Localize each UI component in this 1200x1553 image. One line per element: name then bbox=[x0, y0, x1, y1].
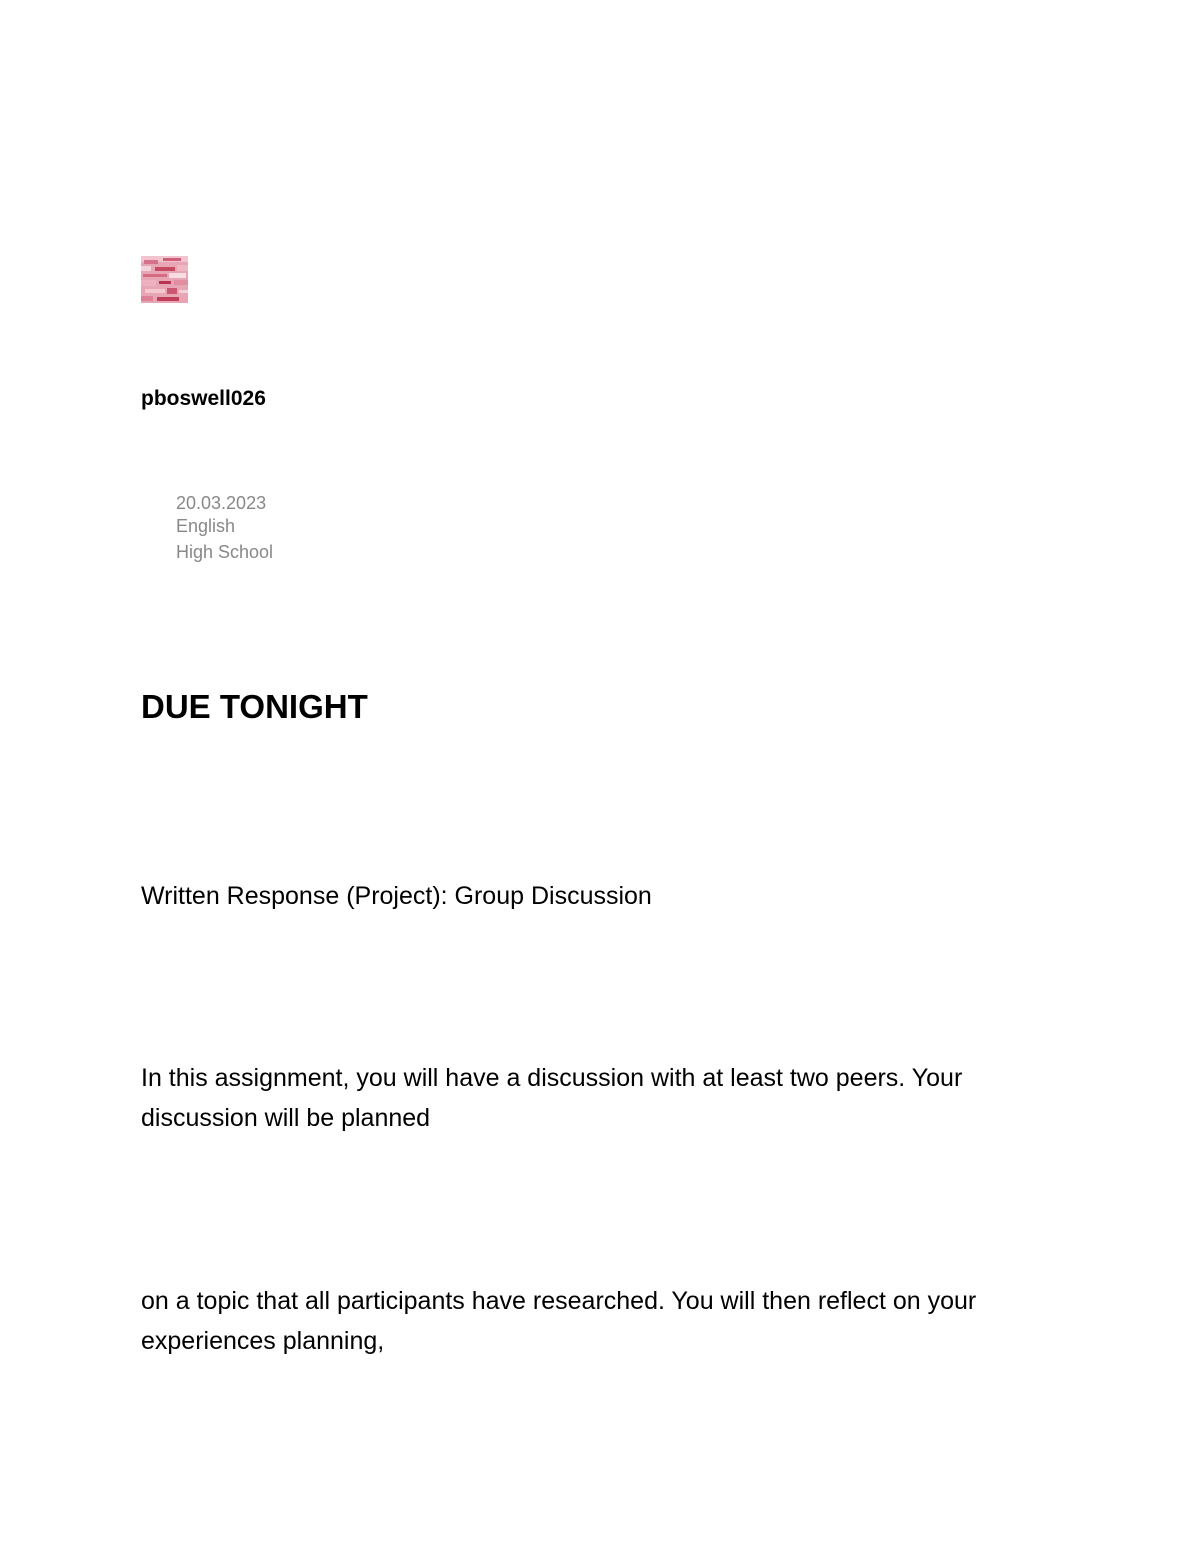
paragraph-line: experiences planning, bbox=[141, 1327, 385, 1355]
document-meta bbox=[176, 492, 273, 564]
page-headline: DUE TONIGHT bbox=[141, 688, 368, 725]
paragraph bbox=[141, 1058, 1061, 1138]
meta-subject[interactable]: English bbox=[176, 516, 236, 536]
paragraph bbox=[141, 1281, 1061, 1361]
paragraph-line: discussion will be planned bbox=[141, 1104, 431, 1132]
author-username[interactable]: pboswell026 bbox=[141, 387, 266, 410]
meta-level[interactable]: High School bbox=[176, 542, 274, 562]
paragraph-line: In this assignment, you will have a discussion with at least two peers. Your bbox=[141, 1064, 963, 1092]
avatar[interactable] bbox=[141, 256, 188, 303]
assignment-title: Written Response (Project): Group Discussion bbox=[141, 882, 652, 910]
avatar-image bbox=[141, 256, 188, 303]
meta-date: 20.03.2023 bbox=[176, 493, 267, 513]
paragraph-line: on a topic that all participants have researched. You will then reflect on your bbox=[141, 1287, 977, 1315]
